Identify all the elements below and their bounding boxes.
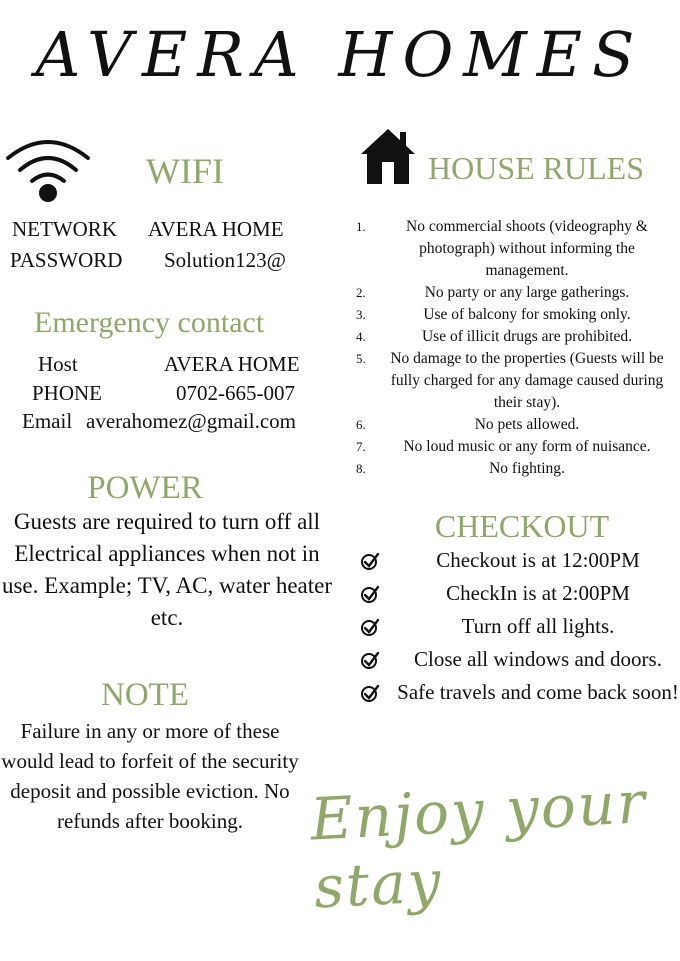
rule-text: Use of balcony for smoking only. [423, 306, 631, 323]
check-circle-icon [360, 612, 396, 645]
network-value: AVERA HOME [148, 217, 284, 241]
rule-number: 8. [356, 461, 366, 476]
list-item [352, 282, 670, 304]
rule-number: 2. [356, 285, 366, 300]
checkout-title: CHECKOUT [434, 508, 610, 544]
list-item [352, 458, 670, 480]
wifi-icon [4, 132, 92, 204]
list-item [352, 216, 670, 282]
page-title: AVERA HOMES [35, 18, 645, 91]
wifi-title: WIFI [146, 151, 224, 191]
rule-number: 6. [356, 417, 366, 432]
check-circle-icon [360, 579, 396, 612]
network-label: NETWORK [12, 217, 117, 241]
host-label: Host [38, 352, 78, 376]
checkout-item-text: CheckIn is at 2:00PM [446, 581, 630, 605]
check-circle-icon [360, 546, 396, 579]
rule-number: 7. [356, 439, 366, 454]
rule-number: 4. [356, 329, 366, 344]
checkout-list [360, 546, 680, 711]
list-item [352, 436, 670, 458]
check-circle-icon [360, 678, 396, 711]
rule-text: No commercial shoots (videography & photograph) without informing the management. [406, 218, 648, 279]
house-rules-list [352, 216, 670, 480]
list-item [352, 414, 670, 436]
note-text: Failure in any or more of these would lead to forfeit of the security deposit and possible eviction. No refunds after booking. [1, 719, 299, 833]
phone-value: 0702-665-007 [176, 381, 295, 405]
checkout-item-text: Checkout is at 12:00PM [436, 548, 640, 572]
power-text: Guests are required to turn off all Electrical appliances when not in use. Example; TV, AC, water heater etc. [1, 509, 332, 630]
email-value: averahomez@gmail.com [86, 409, 296, 433]
check-circle-icon [360, 645, 396, 678]
list-item [360, 579, 680, 612]
rule-text: No loud music or any form of nuisance. [403, 438, 651, 455]
rule-text: No fighting. [489, 460, 565, 477]
email-label: Email [22, 409, 73, 433]
rule-text: No pets allowed. [474, 416, 580, 433]
list-item [360, 546, 680, 579]
list-item [360, 645, 680, 678]
list-item [360, 678, 680, 711]
rule-text: No damage to the properties (Guests will be fully charged for any damage caused during their stay). [390, 350, 664, 411]
rule-number: 1. [356, 219, 366, 234]
phone-label: PHONE [32, 381, 103, 405]
list-item [352, 304, 670, 326]
rule-number: 5. [356, 351, 366, 366]
password-value: Solution123@ [164, 248, 287, 272]
list-item [360, 612, 680, 645]
checkout-item-text: Close all windows and doors. [414, 647, 662, 671]
list-item [352, 348, 670, 414]
emergency-title: Emergency contact [34, 306, 265, 339]
rule-number: 3. [356, 307, 366, 322]
host-value: AVERA HOME [164, 352, 300, 376]
rule-text: Use of illicit drugs are prohibited. [421, 328, 633, 345]
closing-message: Enjoy your stay [308, 768, 649, 922]
checkout-item-text: Turn off all lights. [461, 614, 615, 638]
house-rules-title: HOUSE RULES [428, 150, 645, 186]
checkout-item-text: Safe travels and come back soon! [397, 680, 679, 704]
list-item [352, 326, 670, 348]
house-icon [358, 126, 418, 186]
password-label: PASSWORD [10, 248, 123, 272]
note-title: NOTE [101, 677, 189, 713]
power-title: POWER [87, 470, 203, 506]
rule-text: No party or any large gatherings. [424, 284, 630, 301]
